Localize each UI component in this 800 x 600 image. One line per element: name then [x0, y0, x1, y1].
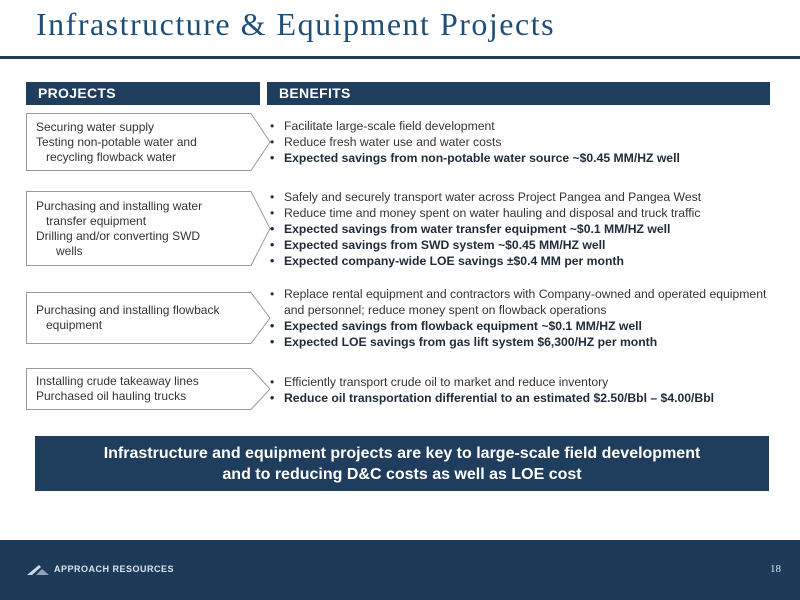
project-line: transfer equipment	[46, 214, 147, 228]
project-line: Purchased oil hauling trucks	[36, 389, 187, 403]
benefit-item: • Facilitate large-scale field development	[270, 118, 780, 134]
benefit-item: • Reduce time and money spent on water hauling and disposal and truck traffic	[270, 205, 780, 221]
project-line: equipment	[46, 318, 103, 332]
banner-line: and to reducing D&C costs as well as LOE cost	[222, 466, 582, 483]
benefit-item: • Expected company-wide LOE savings ±$0.4 MM per month	[270, 253, 780, 269]
benefit-item: • Expected savings from flowback equipment ~$0.1 MM/HZ well	[270, 318, 780, 334]
page-title: Infrastructure & Equipment Projects	[36, 6, 556, 42]
benefit-item: • Expected savings from water transfer equipment ~$0.1 MM/HZ well	[270, 221, 780, 237]
project-line: Testing non-potable water and	[36, 135, 197, 149]
project-chevron-water-transfer	[26, 191, 271, 266]
project-line: recycling flowback water	[46, 150, 177, 164]
page-number: 18	[770, 563, 781, 575]
benefit-item: • Safely and securely transport water across Project Pangea and Pangea West	[270, 189, 780, 205]
title-rule	[0, 56, 800, 59]
project-line: Purchasing and installing flowback	[36, 303, 220, 317]
project-line: Securing water supply	[36, 120, 155, 134]
benefits-list-3	[270, 286, 780, 350]
project-chevron-crude-oil	[26, 368, 271, 410]
company-name: APPROACH RESOURCES	[54, 564, 175, 574]
project-chevron-water-supply	[26, 113, 271, 171]
project-chevron-flowback	[26, 292, 271, 344]
benefits-header: BENEFITS	[267, 82, 770, 105]
approach-logo-icon	[27, 565, 49, 575]
project-line: Installing crude takeaway lines	[36, 374, 199, 388]
project-line: Purchasing and installing water	[36, 199, 203, 213]
benefits-list-1	[270, 118, 780, 166]
benefits-list-4	[270, 374, 780, 406]
benefit-item: • Efficiently transport crude oil to market and reduce inventory	[270, 374, 780, 390]
key-message-banner	[35, 436, 769, 491]
benefits-list-2	[270, 189, 780, 269]
benefit-item: • Expected savings from SWD system ~$0.45 MM/HZ well	[270, 237, 780, 253]
projects-header: PROJECTS	[26, 82, 260, 105]
benefit-item: • Replace rental equipment and contractors with Company-owned and operated equipment and personnel; reduce money spent on flowback operations	[270, 286, 780, 318]
banner-line: Infrastructure and equipment projects are key to large-scale field development	[103, 445, 701, 462]
benefit-item: • Reduce oil transportation differential to an estimated $2.50/Bbl – $4.00/Bbl	[270, 390, 780, 406]
project-line: wells	[56, 244, 83, 258]
benefit-item: • Reduce fresh water use and water costs	[270, 134, 780, 150]
benefit-item: • Expected savings from non-potable water source ~$0.45 MM/HZ well	[270, 150, 780, 166]
benefit-item: • Expected LOE savings from gas lift system $6,300/HZ per month	[270, 334, 780, 350]
project-line: Drilling and/or converting SWD	[36, 229, 201, 243]
